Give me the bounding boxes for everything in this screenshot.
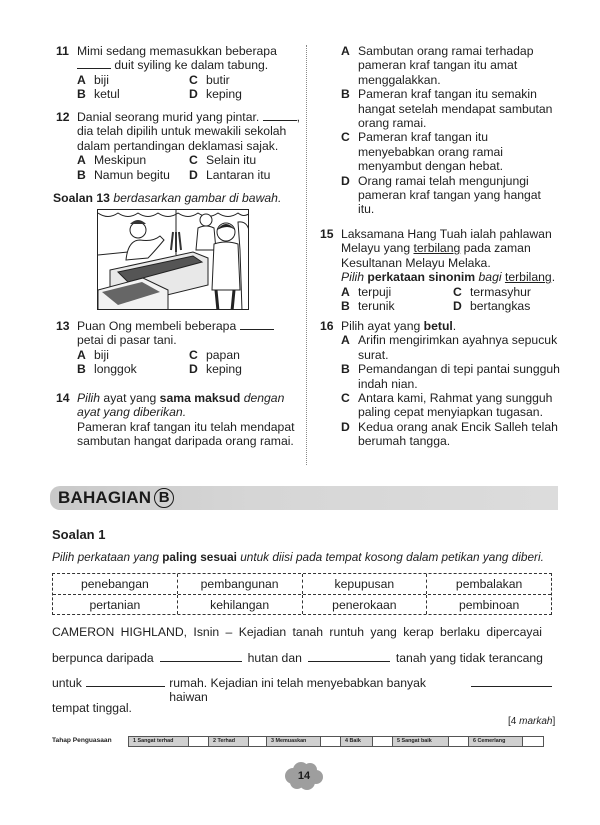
question-13 — [56, 319, 306, 377]
option-text: keping — [206, 362, 242, 377]
option-a[interactable] — [77, 348, 189, 362]
option-d[interactable] — [453, 299, 573, 313]
option-letter: C — [189, 153, 198, 168]
passage-text: hutan dan — [247, 651, 302, 665]
section-b-instruction — [52, 550, 562, 564]
option-a[interactable] — [77, 153, 189, 167]
page-number-badge — [283, 762, 325, 790]
word-bank-item: penebangan — [80, 577, 149, 591]
option-text: termasyhur — [470, 284, 531, 299]
option-letter: B — [77, 87, 86, 102]
option-text: longgok — [94, 362, 137, 377]
word-bank-item: kehilangan — [177, 595, 302, 614]
option-c[interactable] — [189, 73, 309, 87]
question-number: 15 — [320, 227, 334, 241]
question-text: ayat yang diberikan. — [77, 405, 187, 420]
option-b[interactable] — [341, 362, 580, 391]
option-text: Sambutan orang ramai terhadap — [358, 44, 534, 58]
option-letter: A — [77, 347, 86, 362]
option-text: Antara kami, Rahmat yang sungguh — [358, 391, 553, 406]
option-b[interactable] — [341, 87, 560, 130]
punctuation: . — [452, 319, 457, 333]
option-text: papan — [206, 347, 240, 362]
mastery-level-4: 4 Baik — [341, 737, 373, 746]
question-number: 12 — [56, 110, 70, 124]
option-b[interactable] — [341, 299, 453, 313]
option-text: menggalakkan. — [358, 72, 441, 87]
mastery-level-3: 3 Memuaskan — [267, 737, 321, 746]
option-text: pameran kraf tangan yang hangat — [358, 188, 541, 203]
option-letter: D — [341, 419, 350, 434]
question-text: duit syiling ke dalam tabung. — [114, 58, 269, 73]
mastery-checkbox[interactable] — [523, 737, 543, 746]
question-text: dalam pertandingan deklamasi sajak. — [77, 138, 279, 153]
option-c[interactable] — [453, 285, 573, 299]
question-stem: Pameran kraf tangan itu telah mendapat — [77, 419, 295, 434]
passage-text: rumah. Kejadian ini telah menyebabkan banyak haiwan — [169, 676, 426, 705]
mastery-checkbox[interactable] — [321, 737, 341, 746]
question-text: Puan Ong membeli beberapa — [77, 319, 237, 333]
option-text: hangat setelah mendapat sambutan — [358, 101, 553, 116]
question-number: 14 — [56, 391, 70, 405]
option-letter: B — [77, 362, 86, 377]
option-letter: B — [341, 87, 350, 102]
option-text: butir — [206, 72, 230, 87]
option-text: biji — [94, 347, 109, 362]
option-text: Lantaran itu — [206, 167, 271, 182]
passage-line-2 — [52, 651, 552, 665]
option-d[interactable] — [341, 420, 580, 449]
answer-blank — [240, 320, 274, 330]
section-letter-circle: B — [154, 488, 174, 508]
option-text: Kedua orang anak Encik Salleh telah — [358, 419, 558, 434]
option-letter: D — [189, 87, 198, 102]
option-letter: D — [453, 299, 462, 314]
question-11 — [56, 44, 306, 102]
word-bank-item: pembinoan — [426, 595, 551, 614]
question-12: 12 Danial seorang murid yang pintar. , dia telah dipilih untuk mewakili sekolah dalam pertandingan deklamasi sajak. A Meskipun C Selain itu B Namun begitu D Lantaran itu — [56, 110, 306, 182]
option-text: bertangkas — [470, 299, 531, 314]
answer-blank — [77, 59, 111, 69]
option-d[interactable] — [341, 174, 560, 217]
mastery-checkbox[interactable] — [249, 737, 267, 746]
question-text: Mimi sedang memasukkan beberapa — [77, 44, 277, 58]
instruction-text: Pilih perkataan yang — [52, 550, 159, 564]
instruction-number: 13 — [96, 191, 110, 205]
marks-text: markah — [519, 716, 553, 727]
option-letter: A — [341, 44, 350, 58]
question-text: ayat yang — [103, 391, 157, 405]
word-bank-item: pembalakan — [426, 574, 551, 594]
option-text: berumah tangga. — [358, 434, 451, 449]
option-text: Meskipun — [94, 153, 147, 168]
answer-blank[interactable] — [308, 651, 390, 662]
question-14 — [56, 391, 306, 449]
option-letter: D — [341, 173, 350, 188]
answer-blank[interactable] — [160, 651, 242, 662]
soalan-title: Soalan 1 — [52, 527, 106, 542]
option-letter: D — [189, 167, 198, 182]
mastery-level-bar — [52, 734, 544, 748]
question-text: Pilih — [341, 270, 365, 285]
market-stall-illustration — [97, 209, 249, 310]
marks-text: [4 — [508, 716, 517, 727]
mastery-level-1: 1 Sangat terhad — [129, 737, 189, 746]
option-a[interactable] — [341, 285, 453, 299]
option-text: Pameran kraf tangan itu — [358, 130, 489, 145]
option-text: terpuji — [358, 284, 392, 299]
question-text: perkataan sinonim — [367, 270, 476, 285]
question-text: Laksamana Hang Tuah ialah pahlawan — [341, 227, 552, 241]
option-d[interactable] — [189, 362, 309, 376]
word-bank-item: kepupusan — [302, 574, 427, 594]
option-letter: A — [341, 333, 350, 348]
option-a[interactable] — [341, 333, 580, 362]
option-text: terunik — [358, 299, 395, 314]
question-text: sama maksud — [159, 391, 241, 405]
question-text: Kesultanan Melayu Melaka. — [341, 255, 491, 270]
section-b-banner — [50, 486, 558, 510]
option-text: Arifin mengirimkan ayahnya sepucuk — [358, 333, 558, 348]
option-letter: A — [341, 284, 350, 299]
question-text: Pilih ayat yang — [341, 319, 421, 333]
answer-blank[interactable] — [86, 676, 165, 687]
question-text: Melayu yang — [341, 241, 411, 256]
option-text: itu. — [358, 202, 375, 217]
question-text: pada zaman — [463, 241, 531, 256]
option-text: orang ramai. — [358, 116, 427, 131]
option-text: biji — [94, 72, 109, 87]
page-number: 14 — [297, 770, 311, 782]
underlined-word: terbilang — [413, 241, 461, 256]
question-text: dia telah dipilih untuk mewakili sekolah — [77, 124, 287, 139]
option-text: pameran kraf tangan itu amat — [358, 58, 518, 73]
mastery-label: Tahap Penguasaan — [52, 737, 112, 744]
option-d[interactable] — [189, 168, 309, 182]
question-16 — [320, 319, 580, 449]
answer-blank — [263, 111, 297, 121]
option-text: Orang ramai telah mengunjungi — [358, 173, 529, 188]
option-a[interactable] — [77, 73, 189, 87]
option-a[interactable] — [341, 44, 560, 87]
question-13-instruction — [53, 191, 313, 205]
question-stem: sambutan hangat daripada orang ramai. — [77, 434, 294, 449]
option-c[interactable] — [189, 153, 309, 167]
option-letter: C — [341, 391, 350, 406]
option-text: ketul — [94, 87, 120, 102]
question-text: bagi — [478, 270, 502, 285]
option-text: menyebabkan orang ramai — [358, 144, 503, 159]
passage-line-1: CAMERON HIGHLAND, Isnin – Kejadian tanah runtuh yang kerap berlaku dipercayai — [52, 625, 542, 639]
question-number: 13 — [56, 319, 70, 333]
question-14-options — [320, 44, 560, 217]
column-divider — [306, 45, 307, 465]
option-letter: C — [341, 130, 350, 145]
option-letter: C — [189, 347, 198, 362]
underlined-word: terbilang — [504, 270, 552, 285]
option-letter: B — [77, 167, 86, 182]
question-text: betul — [423, 319, 453, 333]
question-number: 11 — [56, 44, 69, 58]
section-title: BAHAGIAN — [58, 488, 152, 507]
word-bank — [52, 573, 552, 615]
instruction-soalan: Soalan — [53, 191, 93, 205]
marks-label — [508, 715, 555, 729]
mastery-level-5: 5 Sangat baik — [393, 737, 449, 746]
mastery-level-2: 2 Terhad — [209, 737, 249, 746]
option-text: Pameran kraf tangan itu semakin — [358, 87, 537, 102]
word-bank-item: pertanian — [89, 598, 141, 612]
answer-blank[interactable] — [471, 676, 552, 687]
option-text: Pemandangan di tepi pantai sungguh — [358, 362, 560, 377]
question-text: Danial seorang murid yang pintar. — [77, 110, 260, 124]
option-text: indah nian. — [358, 376, 418, 391]
option-d[interactable] — [189, 87, 309, 101]
word-bank-item: pembangunan — [177, 574, 302, 594]
option-letter: A — [77, 153, 86, 168]
mastery-checkbox[interactable] — [449, 737, 469, 746]
option-text: Selain itu — [206, 153, 257, 168]
option-c[interactable] — [189, 348, 309, 362]
option-c[interactable] — [341, 391, 580, 420]
mastery-level-6: 6 Cemerlang — [469, 737, 523, 746]
question-text: Pilih — [77, 391, 101, 405]
mastery-checkbox[interactable] — [189, 737, 209, 746]
passage-text: tanah yang tidak terancang — [395, 651, 543, 665]
option-text: keping — [206, 87, 242, 102]
question-15 — [320, 227, 580, 313]
option-letter: B — [341, 299, 350, 314]
passage-line-4: tempat tinggal. — [52, 701, 132, 715]
word-bank-item: penerokaan — [302, 595, 427, 614]
option-b[interactable] — [77, 362, 189, 376]
option-text: surat. — [358, 347, 389, 362]
passage-text: untuk — [52, 676, 82, 690]
marks-text: ] — [552, 716, 556, 727]
instruction-text: untuk diisi pada tempat kosong dalam petikan yang diberi. — [240, 550, 544, 564]
instruction-text: paling sesuai — [162, 550, 237, 564]
mastery-boxes — [128, 736, 544, 747]
passage-text: berpunca daripada — [52, 651, 154, 665]
option-letter: C — [453, 284, 462, 299]
option-letter: A — [77, 72, 86, 87]
option-text: Namun begitu — [94, 167, 170, 182]
option-text: paling cepat menyiapkan tugasan. — [358, 405, 543, 420]
instruction-text: berdasarkan gambar di bawah. — [113, 191, 282, 205]
option-letter: D — [189, 362, 198, 377]
option-text: menyambut dengan hebat. — [358, 159, 504, 174]
option-b[interactable] — [77, 168, 189, 182]
question-text: petai di pasar tani. — [77, 333, 177, 348]
question-number: 16 — [320, 319, 334, 333]
market-stall-drawing — [98, 210, 249, 310]
question-text: dengan — [243, 391, 285, 405]
option-letter: C — [189, 72, 198, 87]
option-letter: B — [341, 362, 350, 377]
punctuation: . — [551, 270, 556, 285]
option-c[interactable] — [341, 130, 560, 173]
mastery-checkbox[interactable] — [373, 737, 393, 746]
option-b[interactable] — [77, 87, 189, 101]
